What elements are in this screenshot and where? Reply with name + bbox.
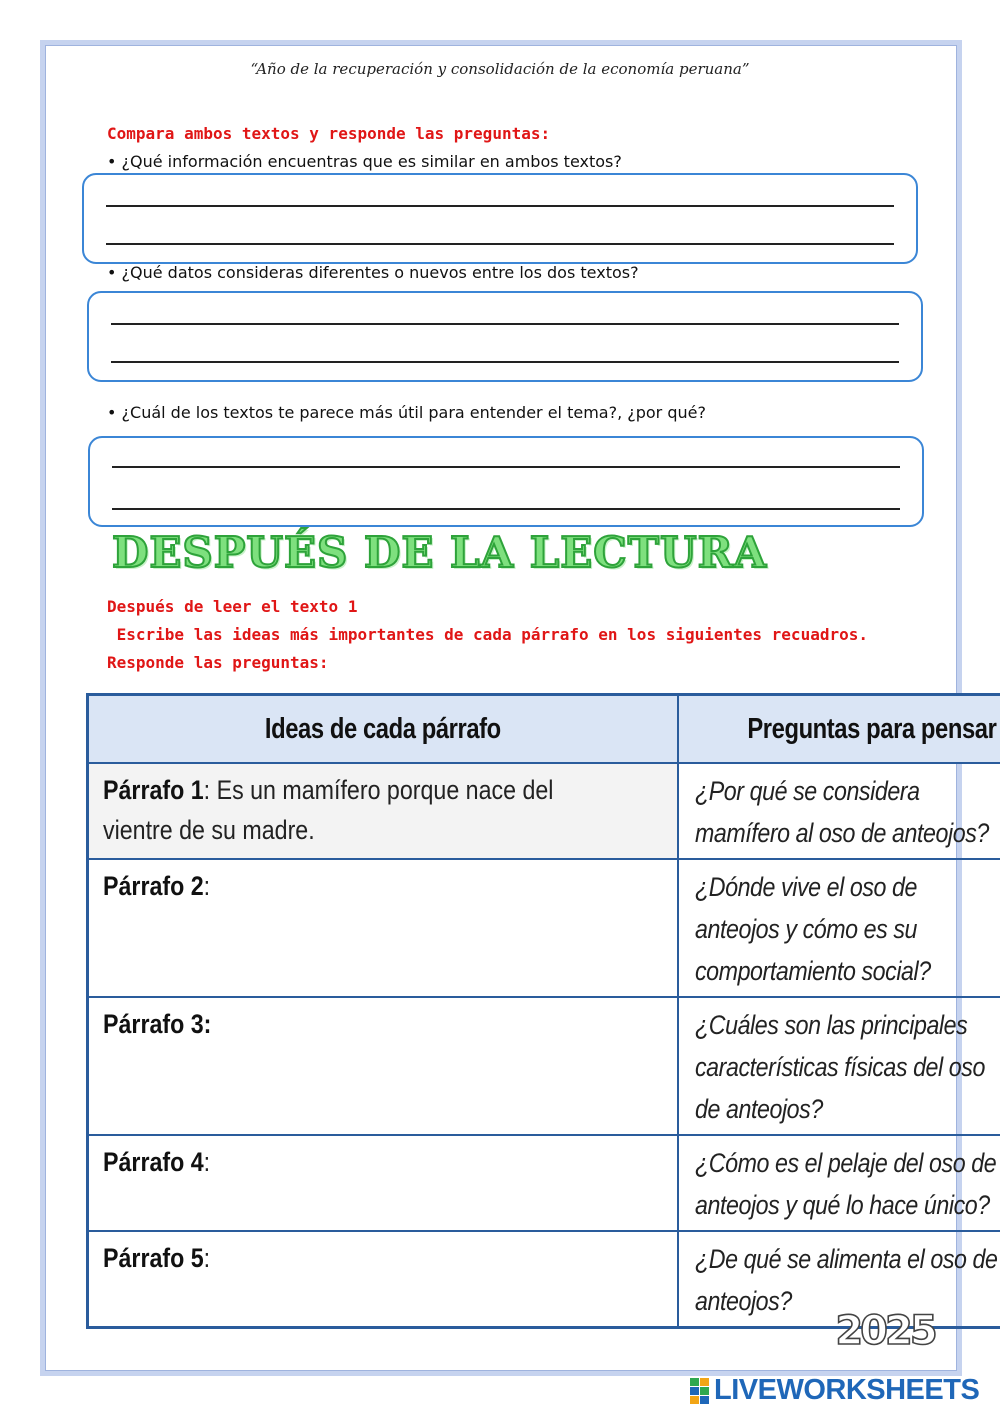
year-2025-logo (834, 1308, 936, 1352)
svg-text:2025: 2025 (835, 1308, 935, 1352)
after-reading-line-2: Escribe las ideas más importantes de cada párrafo en los siguientes recuadros. (107, 625, 868, 644)
paragraph-4-question: ¿Cómo es el pelaje del oso de anteojos y qué lo hace único? (678, 1135, 1000, 1231)
answer-input-5[interactable] (112, 444, 900, 470)
brand-text: LIVEWORKSHEETS (714, 1374, 980, 1406)
after-reading-line-1: Después de leer el texto 1 (107, 597, 358, 616)
answer-input-6[interactable] (112, 484, 900, 510)
paragraph-3-idea[interactable]: Párrafo 3: (88, 997, 679, 1135)
ideas-table (86, 693, 1000, 1329)
table-row (88, 859, 1000, 997)
paragraph-3-question: ¿Cuáles son las principales características físicas del oso de anteojos? (678, 997, 1000, 1135)
question-different: • ¿Qué datos consideras diferentes o nuevos entre los dos textos? (107, 263, 639, 282)
table-row (88, 1135, 1000, 1231)
paragraph-2-idea[interactable]: Párrafo 2: (88, 859, 679, 997)
answer-box-similar (82, 173, 918, 264)
liveworksheets-logo-icon (690, 1378, 710, 1404)
paragraph-1-question: ¿Por qué se considera mamífero al oso de anteojos? (678, 763, 1000, 859)
answer-box-useful (88, 436, 924, 527)
after-reading-line-3: Responde las preguntas: (107, 653, 329, 672)
answer-box-different (87, 291, 923, 382)
section-title: DESPUÉS DE LA LECTURA (112, 528, 768, 577)
paragraph-2-question: ¿Dónde vive el oso de anteojos y cómo es su comportamiento social? (678, 859, 1000, 997)
table-row (88, 763, 1000, 859)
table-header-row (88, 695, 1000, 764)
compare-instruction: Compara ambos textos y responde las preguntas: (107, 124, 551, 143)
answer-input-2[interactable] (106, 219, 894, 245)
paragraph-4-idea[interactable]: Párrafo 4: (88, 1135, 679, 1231)
question-useful: • ¿Cuál de los textos te parece más útil para entender el tema?, ¿por qué? (107, 403, 706, 422)
table-row (88, 997, 1000, 1135)
question-similar: • ¿Qué información encuentras que es similar en ambos textos? (107, 152, 622, 171)
paragraph-5-question: ¿De qué se alimenta el oso de anteojos? (678, 1231, 1000, 1328)
answer-input-4[interactable] (111, 337, 899, 363)
header-questions: Preguntas para pensar (678, 695, 1000, 764)
national-motto: “Año de la recuperación y consolidación de la economía peruana” (250, 60, 750, 78)
paragraph-1-idea[interactable]: Párrafo 1: Es un mamífero porque nace del vientre de su madre. (88, 763, 679, 859)
liveworksheets-brand (690, 1374, 990, 1408)
answer-input-3[interactable] (111, 301, 899, 327)
header-ideas: Ideas de cada párrafo (88, 695, 679, 764)
answer-input-1[interactable] (106, 183, 894, 209)
paragraph-5-idea[interactable]: Párrafo 5: (88, 1231, 679, 1328)
